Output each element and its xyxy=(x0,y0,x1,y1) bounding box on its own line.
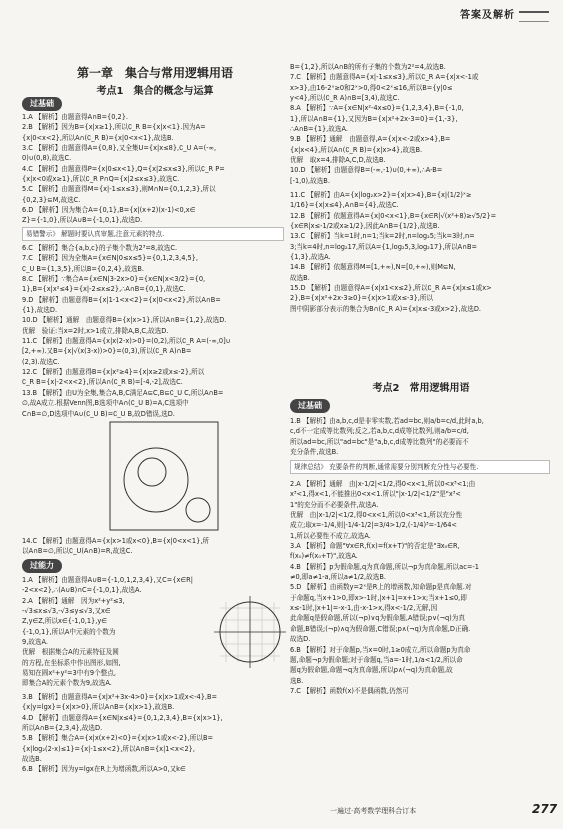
text-line: 所以ad=bc,所以"ad=bc"是"a,b,c,d成等比数列"的必要而不 xyxy=(290,437,469,446)
text-line: 故选D. xyxy=(290,635,311,644)
footer-book-title: 一遍过·高考数学理科合订本 xyxy=(330,807,417,815)
text-line: {0,2,3}⊆M,故选C. xyxy=(22,195,81,204)
text-line: {1,3},故选A. xyxy=(290,253,331,262)
text-line: 11.C 【解析】由题意得A={x|x(2-x)>0}=(0,2),所以∁_R A=(-∞,0]∪ xyxy=(22,337,231,346)
right-block-2 xyxy=(290,190,552,314)
text-line: {x|0<x<2},所以A∩(∁_R B)={x|0<x<1},故选B. xyxy=(22,133,174,142)
left-block-2 xyxy=(22,243,288,419)
text-line: B={1,2},所以A∩B的所有子集的个数为2²=4,故选B. xyxy=(290,63,446,71)
left-block-3 xyxy=(22,536,288,557)
text-line: 3.A 【解析】命题"∀x∈R,f(x)=f(x+T)"的否定是"∃x₀∈R, xyxy=(290,542,460,551)
text-line: {x∈R|x≤-1/2或x≥1/2},因此A∩B={1/2},故选B. xyxy=(290,222,440,231)
text-line: 故选B. xyxy=(290,273,310,282)
venn-universe-rect xyxy=(110,422,218,530)
text-line: ≠0,即a≠1-a,所以a≠1/2,故选B. xyxy=(290,573,386,582)
text-line: x³<1,得x<1,不能推出0<x<1.所以"|x-1/2|<1/2"是"x³< xyxy=(290,490,461,499)
text-line: 3.C 【解析】由题意得A={0,8},又全集U={x|x≤8},∁_U A=(-∞, xyxy=(22,144,217,153)
text-line: y<4},所以(∁_R A)∩B=[3,4),故选C. xyxy=(290,94,400,103)
left-block-5 xyxy=(22,692,288,775)
text-line: 11.C 【解析】由A={x|log₂x>2}={x|x>4},B={x|(1/2)ˣ≥ xyxy=(290,191,472,199)
text-line: [2,+∞).又B={x|√(x(3-x))>0}=(0,3),所以(∁_R A)∩B= xyxy=(22,347,192,356)
text-line: 15.D 【解析】由题意得A={x|x1<x≤2},所以∁_R A={x|x≤1或x> xyxy=(290,284,492,293)
header-title: 答案及解析 xyxy=(460,10,515,21)
text-line: 1},所以A∩B={1},又因为B={x|x²+2x-3=0}={1,-3}, xyxy=(290,114,458,123)
text-line: 4.D 【解析】由题意得A={x∈N|x≤4}={0,1,2,3,4},B={x|x>1}, xyxy=(22,713,223,722)
badge-basic-1: 过基础 xyxy=(22,97,62,111)
text-line: ∁_U B={1,3,5},所以B={0,2,4},故选B. xyxy=(22,264,145,273)
text-line: {x|x<4},所以A∩(∁_R B)={x|x>4},故选B. xyxy=(290,145,423,154)
text-line: 7.C 【解析】由题意得A={x|-1≤x≤3},所以∁_R A={x|x<-1或 xyxy=(290,73,479,82)
text-line: 10.D 【解析】通解 由题意得B={x|x>1},所以A∩B={1,2},故选D. xyxy=(22,316,227,325)
text-line: C∩B=∅,D选项中A∪(∁_U B)=∁_U B,故D错误,选D. xyxy=(22,409,175,418)
venn-circle-a xyxy=(138,458,166,486)
text-line: 5.B 【解析】集合A={x|x(x+2)<0}={x|x>1或x<-2},所以B= xyxy=(22,734,213,743)
text-line: 优解 取x=4,排除A,C,D,故选B. xyxy=(290,156,386,165)
text-line: 9,故选A. xyxy=(22,638,48,647)
text-line: 13.B 【解析】由U为全集,集合A,B,C满足A⊆C,B⊆∁_U C,所以A∩B= xyxy=(22,388,224,397)
text-line: {-1,0,1},所以A中元素的个数为 xyxy=(22,627,116,636)
text-line: ∁_R B={x|-2<x<2},所以A∩(∁_R B)=[-4,-2],故选C. xyxy=(22,378,183,387)
text-line: f(x₀)≠f(x₀+T)",故选A. xyxy=(290,552,358,561)
right-tip-text: 规律总结》 充要条件的判断,通常需要分别判断充分性与必要性. xyxy=(290,460,550,474)
text-line: 图中阴影部分表示的集合为B∩(∁_R A)={x|x≤-3或x>2},故选D. xyxy=(290,304,482,313)
text-line: 优解 根据集合A的元素特征及圆 xyxy=(22,648,119,657)
text-line: 13.C 【解析】当k=1时,n=1;当k=2时,n=log₂5;当k=3时,n= xyxy=(290,232,475,241)
text-line: 14.C 【解析】由题意得A={x|x>1或x<0},B={x|0<x<1},所 xyxy=(22,537,210,545)
section2-title: 考点2 常用逻辑用语 xyxy=(372,383,470,394)
page-number: 277 xyxy=(532,802,558,816)
text-line: 3.B 【解析】由题意得A={x|x²+3x-4>0}={x|x>1或x<-4},B= xyxy=(22,693,218,701)
text-line: x≤-1时,|x+1|=-x-1,由-x-1>x,得x<-1/2,无解,因 xyxy=(290,604,438,613)
text-line: 14.B 【解析】依题意得M=[1,+∞),N=[0,+∞),则M⊆N, xyxy=(290,263,456,272)
text-line: 6.B 【解析】因为y=lgx在R上为增函数,所以A>0,又k∈ xyxy=(22,765,186,774)
text-line: 故选B. xyxy=(22,755,42,764)
text-line: 7.C 【解析】函数f(x)不是偶函数,仍然可 xyxy=(290,686,409,695)
text-line: 优解 验证:当x=2时,x>1成立,排除A,B,C,故选D. xyxy=(22,326,169,335)
text-line: 易知在圆x²+y²=3中有9个整点, xyxy=(22,669,116,678)
text-line: 2.A 【解析】通解 因为x²+y²≤3, xyxy=(22,596,125,605)
text-line: 1.B 【解析】由a,b,c,d是非零实数,若ad=bc,则a/b=c/d,此时a,b, xyxy=(290,417,484,425)
text-line: 此命题q是假命题,所以(¬p)∨q为假命题,A错误;p∨(¬q)为真 xyxy=(290,614,465,623)
text-line: 1},B={x|x²≤4}={x|-2≤x≤2},∴A∩B={0,1},故选C. xyxy=(22,285,186,294)
text-line: 3;当k=4时,n=log₂17,所以A={1,log₂5,3,log₂17},所以A∩B= xyxy=(290,242,478,251)
text-line: Z}={-1,0},所以A∪B={-1,0,1},故选D. xyxy=(22,216,143,225)
text-line: 2},B={x|x²+2x-3≥0}={x|x>1或x≤-3},所以 xyxy=(290,294,434,303)
text-line: 6.D 【解析】因为集合A={0,1},B={x|(x+2)(x-1)<0,x∈ xyxy=(22,206,196,215)
circle-grid-figure xyxy=(210,592,290,672)
text-line: 1.A 【解析】由题意得A∩B={0,2}. xyxy=(22,113,129,121)
tip-box-left xyxy=(22,227,284,241)
venn-circle-c xyxy=(124,448,188,512)
text-line: (2,3).故选C. xyxy=(22,357,60,366)
right-block-3 xyxy=(290,416,552,457)
text-line: ∴A∩B={1},故选A. xyxy=(290,125,348,134)
header-decoration xyxy=(519,11,549,22)
tip-box-right xyxy=(290,460,550,474)
text-line: Z,y∈Z,所以x∈{-1,0,1},y∈ xyxy=(22,617,107,626)
text-line: 0)∪(0,8),故选C. xyxy=(22,154,72,163)
text-line: 5.D 【解析】由函数y=2ˣ是R上的增函数,知命题p是真命题.对 xyxy=(290,583,472,592)
text-line: -√3≤x≤√3,-√3≤y≤√3,又x∈ xyxy=(22,607,111,616)
text-line: {x|log₂(2-x)≤1}={x|-1≤x<2},所以A∩B={x|1<x<2}, xyxy=(22,744,195,753)
text-line: 1/16}={x|x≤4},A∩B={4},故选C. xyxy=(290,201,399,210)
text-line: 7.C 【解析】因为全集A={x∈N|0≤x≤5}={0,1,2,3,4,5}, xyxy=(22,254,198,263)
right-block-1 xyxy=(290,62,552,186)
text-line: -2<x<2},∴(A∪B)∩C={-1,0,1},故选A. xyxy=(22,586,142,595)
right-block-4 xyxy=(290,479,552,696)
text-line: {x|y=lgx}={x|x>0},所以A∩B={x|x>1},故选B. xyxy=(22,703,175,712)
chapter-title: 第一章 集合与常用逻辑用语 xyxy=(76,66,233,80)
text-line: 6.C 【解析】集合{a,b,c}的子集个数为2³=8,故选C. xyxy=(22,244,178,252)
venn-circle-b xyxy=(186,498,210,522)
text-line: {x|x<0或x≥1},所以∁_R P∩Q={x|2≤x≤3},故选C. xyxy=(22,175,180,184)
text-line: 充分条件,故选B. xyxy=(290,448,339,457)
text-line: 4.B 【解析】p为假命题,q为真命题,所以¬p为真命题,所以ac=-1 xyxy=(290,562,479,571)
text-line: 9.D 【解析】由题意得B={x|1-1<x<2}={x|0<x<2},所以A∩B= xyxy=(22,295,221,304)
text-line: 于命题q,当x+1>0,即x>-1时,|x+1|=x+1>x;当x+1≤0,即 xyxy=(290,593,467,602)
text-line: 2.A 【解析】通解 由|x-1/2|<1/2,得0<x<1,所以0<x³<1;由 xyxy=(290,480,476,488)
text-line: 4.C 【解析】由题意得P={x|0≤x<1},Q={x|2≤x≤3},所以∁_R P= xyxy=(22,164,225,173)
text-line: 题,命题¬p为假命题;对于命题q,当a=-1时,1/a<1/2,所以命 xyxy=(290,655,463,664)
text-line: 8.C 【解析】∵集合A={x∈N|3-2x>0}={x∈N|x<3/2}={0, xyxy=(22,275,206,284)
text-line: x>3},由16-2ˣ≥0和2ˣ>0,得0<2ˣ≤16,所以B={y|0≤ xyxy=(290,83,453,92)
text-line: 8.A 【解析】∵A={x∈N|x²-4x≤0}={1,2,3,4},B={-1,0, xyxy=(290,104,464,113)
text-line: 9.B 【解析】通解 由题意得,A={x|x<-2或x>4},B= xyxy=(290,135,451,144)
text-line: 即集合A的元素个数为9,故选A. xyxy=(22,679,112,688)
left-block-4 xyxy=(22,575,212,689)
venn-diagram xyxy=(108,420,220,532)
text-line: 12.C 【解析】由题意得B={x|x²≥4}={x|x≥2或x≤-2},所以 xyxy=(22,368,205,377)
text-line: 以A∩B=∅,所以∁_U(A∩B)=R,故选C. xyxy=(22,547,133,556)
text-line: [-1,0),故选B. xyxy=(290,176,330,185)
text-line: 成立;取x=-1/4,则|-1/4-1/2|=3/4>1/2,(-1/4)³=-1/64< xyxy=(290,521,457,530)
badge-ability: 过能力 xyxy=(22,559,62,573)
tip-text: 易错警示》 解题时要认真审题,注意元素的特点. xyxy=(22,227,284,241)
text-line: 优解 由|x-1/2|<1/2,得0<x<1,所以0<x³<1,所以充分性 xyxy=(290,511,463,520)
text-line: 5.C 【解析】由题意得M={x|-1≤x≤3},则M∩N={0,1,2,3},所以 xyxy=(22,185,216,194)
text-line: 6.B 【解析】对于命题p,当x=0时,1≥0成立,所以命题p为真命 xyxy=(290,645,471,654)
text-line: 所以A∩B={2,3,4},故选D. xyxy=(22,724,103,733)
text-line: 的方程,在坐标系中作出图形,如图, xyxy=(22,658,121,667)
badge-basic-2: 过基础 xyxy=(290,399,330,413)
text-line: ∅,故A成立.根据Venn图,B选项中A∩(∁_U B)=A,C选项中 xyxy=(22,399,189,408)
text-line: 2.B 【解析】因为B={x|x≥1},所以∁_R B={x|x<1}.因为A= xyxy=(22,123,206,132)
page-header xyxy=(0,0,563,30)
text-line: 选B. xyxy=(290,676,304,685)
text-line: 命题,B错误;(¬p)∧q为假命题,C错误;p∧(¬q)为真命题,D正确. xyxy=(290,624,471,633)
section1-title: 考点1 集合的概念与运算 xyxy=(96,86,214,97)
text-line: 1.A 【解析】由题意得A∪B={-1,0,1,2,3,4},又C={x∈R| xyxy=(22,576,193,584)
text-line: 题q为假命题,命题¬q为真命题,所以p∧(¬q)为真命题,故 xyxy=(290,666,453,675)
text-line: 12.B 【解析】依题意得A={x|0<x<1},B={x∈R|√(x²+8)≥√5/2}= xyxy=(290,211,497,220)
left-block-1 xyxy=(22,112,288,226)
text-line: 1,所以必要性不成立,故选A. xyxy=(290,531,371,540)
text-line: c,d不一定成等比数列;反之,若a,b,c,d成等比数列,则a/b=c/d, xyxy=(290,427,469,436)
text-line: 1"的充分而不必要条件,故选A. xyxy=(290,500,379,509)
text-line: 10.D 【解析】由题意得B=(-∞,-1)∪(0,+∞),∴A-B= xyxy=(290,166,443,175)
text-line: {1},故选D. xyxy=(22,306,58,315)
